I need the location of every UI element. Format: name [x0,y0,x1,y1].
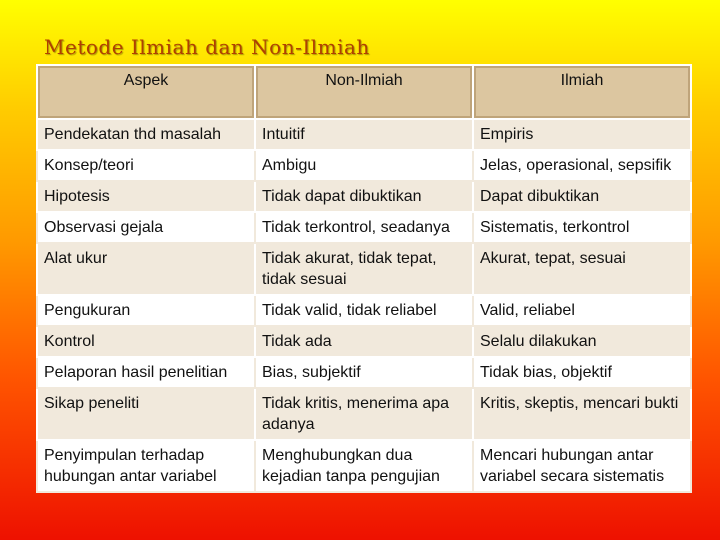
cell-aspek: Sikap peneliti [37,388,255,440]
header-ilmiah: Ilmiah [473,65,691,119]
table-row [37,119,691,150]
cell-non-ilmiah: Tidak akurat, tidak tepat, tidak sesuai [255,243,473,295]
cell-aspek: Konsep/teori [37,150,255,181]
cell-aspek: Pelaporan hasil penelitian [37,357,255,388]
cell-ilmiah: Dapat dibuktikan [473,181,691,212]
slide-title: Metode Ilmiah dan Non-Ilmiah [44,35,370,59]
table-row [37,440,691,492]
cell-aspek: Penyimpulan terhadap hubungan antar variabel [37,440,255,492]
table-row [37,243,691,295]
cell-aspek: Observasi gejala [37,212,255,243]
header-non-ilmiah: Non-Ilmiah [255,65,473,119]
cell-ilmiah: Empiris [473,119,691,150]
cell-ilmiah: Valid, reliabel [473,295,691,326]
cell-non-ilmiah: Intuitif [255,119,473,150]
table-row [37,388,691,440]
cell-aspek: Pendekatan thd masalah [37,119,255,150]
table-row [37,150,691,181]
cell-non-ilmiah: Tidak kritis, menerima apa adanya [255,388,473,440]
header-row [37,65,691,119]
cell-non-ilmiah: Tidak ada [255,326,473,357]
table-row [37,295,691,326]
cell-aspek: Pengukuran [37,295,255,326]
cell-ilmiah: Jelas, operasional, sepsifik [473,150,691,181]
cell-non-ilmiah: Tidak terkontrol, seadanya [255,212,473,243]
cell-ilmiah: Mencari hubungan antar variabel secara sistematis [473,440,691,492]
header-aspek: Aspek [37,65,255,119]
table-row [37,326,691,357]
table-row [37,181,691,212]
cell-non-ilmiah: Ambigu [255,150,473,181]
cell-aspek: Alat ukur [37,243,255,295]
cell-ilmiah: Tidak bias, objektif [473,357,691,388]
cell-ilmiah: Akurat, tepat, sesuai [473,243,691,295]
cell-ilmiah: Sistematis, terkontrol [473,212,691,243]
cell-ilmiah: Kritis, skeptis, mencari bukti [473,388,691,440]
comparison-table [36,64,692,493]
table-row [37,212,691,243]
table-row [37,357,691,388]
cell-non-ilmiah: Menghubungkan dua kejadian tanpa pengujian [255,440,473,492]
cell-aspek: Hipotesis [37,181,255,212]
cell-aspek: Kontrol [37,326,255,357]
cell-non-ilmiah: Bias, subjektif [255,357,473,388]
cell-ilmiah: Selalu dilakukan [473,326,691,357]
cell-non-ilmiah: Tidak valid, tidak reliabel [255,295,473,326]
cell-non-ilmiah: Tidak dapat dibuktikan [255,181,473,212]
